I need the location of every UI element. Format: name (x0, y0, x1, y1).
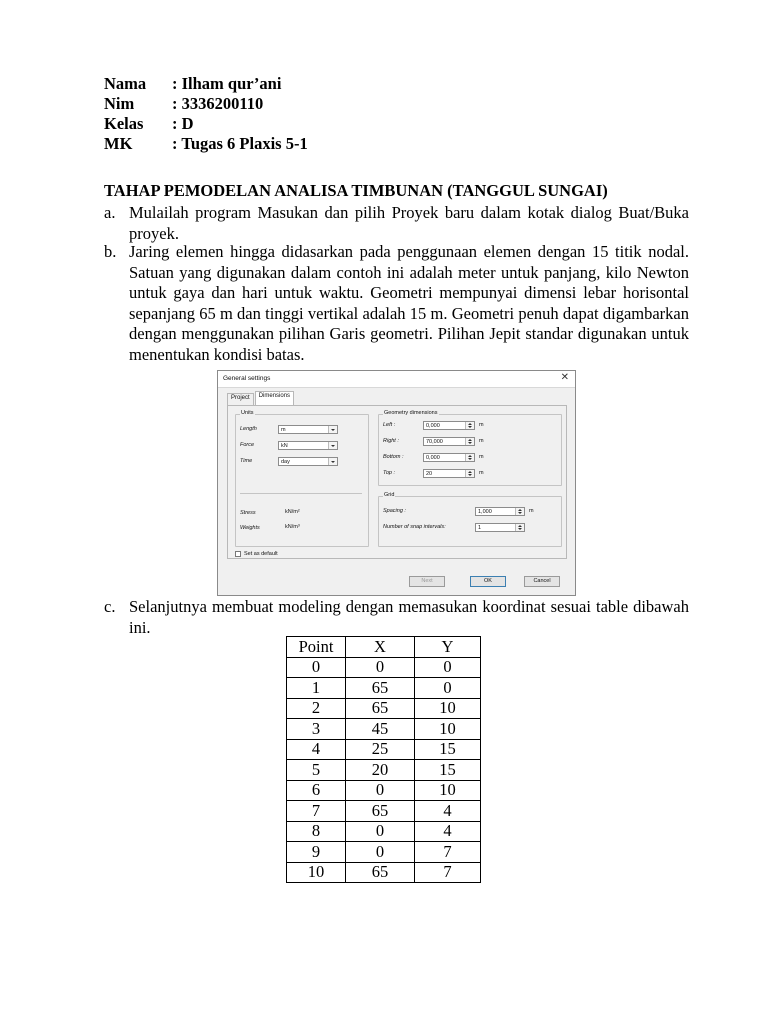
left-input[interactable] (423, 421, 475, 430)
info-value: : 3336200110 (172, 94, 263, 114)
dimensions-panel (227, 405, 567, 559)
table-cell: 7 (415, 842, 481, 863)
general-settings-dialog (217, 370, 576, 596)
table-row (287, 801, 481, 822)
table-cell: 0 (346, 780, 415, 801)
left-label: Left : (383, 422, 396, 428)
table-row (287, 842, 481, 863)
info-row-kelas (104, 114, 308, 134)
geometry-group (378, 410, 562, 486)
force-label: Force (240, 442, 255, 448)
spacing-input[interactable] (475, 507, 525, 516)
info-row-nim (104, 94, 308, 114)
table-row (287, 698, 481, 719)
section-title: TAHAP PEMODELAN ANALISA TIMBUNAN (TANGGUL SUNGAI) (104, 181, 608, 200)
info-key: MK (104, 134, 133, 153)
units-divider (240, 493, 362, 494)
top-unit: m (479, 470, 484, 476)
table-cell: 65 (346, 698, 415, 719)
bottom-label: Bottom : (383, 454, 404, 460)
info-key: Nama (104, 74, 147, 93)
top-value: 20 (426, 471, 433, 477)
table-cell: 65 (346, 862, 415, 883)
grid-legend: Grid (384, 492, 395, 498)
close-icon[interactable]: ✕ (560, 372, 569, 383)
length-label: Length (240, 426, 257, 432)
table-row (287, 821, 481, 842)
length-value: m (281, 427, 286, 433)
grid-group (378, 492, 562, 547)
next-button[interactable]: Next (409, 576, 445, 587)
right-unit: m (479, 438, 484, 444)
spacing-label: Spacing : (383, 508, 406, 514)
table-row (287, 719, 481, 740)
chevron-down-icon[interactable] (328, 458, 337, 465)
table-row (287, 739, 481, 760)
top-label: Top : (383, 470, 396, 476)
step-text: Selanjutnya membuat modeling dengan memasukan koordinat sesuai table dibawah ini. (129, 597, 689, 637)
snap-value: 1 (478, 525, 482, 531)
table-row (287, 760, 481, 781)
table-cell: 15 (415, 760, 481, 781)
geometry-legend: Geometry dimensions (384, 410, 438, 416)
step-text: Mulailah program Masukan dan pilih Proyek baru dalam kotak dialog Buat/Buka proyek. (129, 203, 689, 243)
table-cell: 0 (415, 678, 481, 699)
units-legend: Units (241, 410, 254, 416)
table-cell: 6 (287, 780, 346, 801)
table-cell: 65 (346, 801, 415, 822)
bottom-value: 0,000 (426, 455, 440, 461)
step-a (104, 203, 689, 244)
table-cell: 45 (346, 719, 415, 740)
coordinate-table (286, 636, 481, 883)
weights-label: Weights (240, 525, 260, 531)
student-info (104, 74, 308, 154)
table-cell: 5 (287, 760, 346, 781)
table-header-row (287, 637, 481, 658)
dialog-titlebar (218, 371, 575, 388)
table-cell: 4 (287, 739, 346, 760)
chevron-down-icon[interactable] (328, 442, 337, 449)
table-cell: 1 (287, 678, 346, 699)
info-value: : Tugas 6 Plaxis 5-1 (172, 134, 308, 154)
step-b (104, 242, 689, 365)
table-cell: 10 (415, 780, 481, 801)
table-cell: 3 (287, 719, 346, 740)
info-value: : D (172, 114, 194, 134)
top-input[interactable] (423, 469, 475, 478)
ok-button[interactable]: OK (470, 576, 506, 587)
set-default-checkbox[interactable] (235, 551, 241, 557)
table-cell: 15 (415, 739, 481, 760)
table-cell: 0 (415, 657, 481, 678)
units-group (235, 410, 369, 547)
table-cell: 20 (346, 760, 415, 781)
bottom-input[interactable] (423, 453, 475, 462)
header-x: X (346, 637, 415, 658)
info-key: Nim (104, 94, 135, 113)
tab-dimensions[interactable]: Dimensions (255, 391, 294, 405)
snap-label: Number of snap intervals: (383, 524, 446, 530)
table-cell: 9 (287, 842, 346, 863)
right-input[interactable] (423, 437, 475, 446)
length-select[interactable] (278, 425, 338, 434)
info-row-name (104, 74, 308, 94)
spinner-icon[interactable] (465, 470, 474, 477)
spacing-unit: m (529, 508, 534, 514)
table-row (287, 678, 481, 699)
spinner-icon[interactable] (465, 454, 474, 461)
step-marker: b. (104, 242, 117, 261)
info-row-mk (104, 134, 308, 154)
force-value: kN (281, 443, 288, 449)
table-cell: 0 (287, 657, 346, 678)
set-default-label: Set as default (244, 551, 278, 557)
step-marker: c. (104, 597, 116, 616)
left-unit: m (479, 422, 484, 428)
spacing-value: 1,000 (478, 509, 492, 515)
step-marker: a. (104, 203, 116, 222)
info-value: : Ilham qur’ani (172, 74, 281, 94)
header-point: Point (287, 637, 346, 658)
table-cell: 8 (287, 821, 346, 842)
table-cell: 10 (287, 862, 346, 883)
right-label: Right : (383, 438, 399, 444)
table-cell: 65 (346, 678, 415, 699)
table-cell: 4 (415, 801, 481, 822)
time-label: Time (240, 458, 253, 464)
spinner-icon[interactable] (515, 508, 524, 515)
info-key: Kelas (104, 114, 144, 133)
table-cell: 0 (346, 821, 415, 842)
dialog-title: General settings (223, 375, 271, 382)
table-cell: 10 (415, 719, 481, 740)
chevron-down-icon[interactable] (328, 426, 337, 433)
stress-label: Stress (240, 510, 256, 516)
table-cell: 7 (287, 801, 346, 822)
table-cell: 7 (415, 862, 481, 883)
table-row (287, 780, 481, 801)
table-cell: 0 (346, 842, 415, 863)
left-value: 0,000 (426, 423, 440, 429)
header-y: Y (415, 637, 481, 658)
time-value: day (281, 459, 290, 465)
force-select[interactable] (278, 441, 338, 450)
table-cell: 25 (346, 739, 415, 760)
time-select[interactable] (278, 457, 338, 466)
right-value: 70,000 (426, 439, 443, 445)
table-cell: 10 (415, 698, 481, 719)
tab-project[interactable]: Project (227, 393, 254, 405)
spinner-icon[interactable] (515, 524, 524, 531)
table-row (287, 657, 481, 678)
spinner-icon[interactable] (465, 438, 474, 445)
step-text: Jaring elemen hingga didasarkan pada penggunaan elemen dengan 15 titik nodal. Satuan yang digunakan dalam contoh ini adalah meter untuk panjang, kilo Newton untuk gaya dan hari untuk waktu. Geometri mempunyai dimensi lebar horisontal sepanjang 65 m dan tinggi vertikal adalah 15 m. Geometri penuh dapat digambarkan dengan menggunakan pilihan Garis geometri. Pilihan Jepit standar digunakan untuk menentukan kondisi batas. (129, 242, 689, 364)
weights-unit: kN/m³ (285, 524, 300, 530)
snap-input[interactable] (475, 523, 525, 532)
table-row (287, 862, 481, 883)
table-cell: 0 (346, 657, 415, 678)
bottom-unit: m (479, 454, 484, 460)
cancel-button[interactable]: Cancel (524, 576, 560, 587)
table-cell: 4 (415, 821, 481, 842)
table-cell: 2 (287, 698, 346, 719)
stress-unit: kN/m² (285, 509, 300, 515)
step-c (104, 597, 689, 638)
spinner-icon[interactable] (465, 422, 474, 429)
